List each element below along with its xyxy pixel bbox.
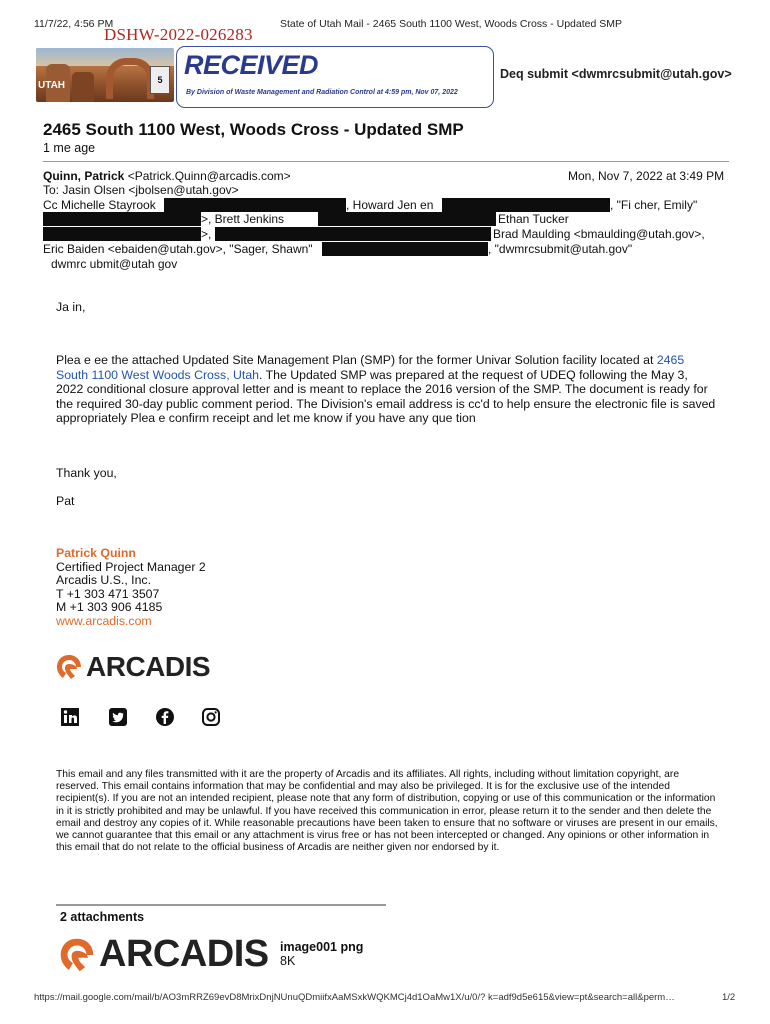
received-stamp-title: RECEIVED: [184, 50, 319, 80]
signature-phone-t: T +1 303 471 3507: [56, 587, 160, 601]
attachments-divider: [56, 904, 386, 906]
cc-line-1a: Cc Michelle Stayrook: [43, 198, 156, 212]
closing: Thank you,: [56, 466, 117, 480]
window-title: State of Utah Mail - 2465 South 1100 West, Woods Cross - Updated SMP: [280, 18, 623, 30]
header-divider: [43, 161, 729, 162]
to-line: To: Jasin Olsen <jbolsen@utah.gov>: [43, 183, 239, 197]
sender-email: <Patrick.Quinn@arcadis.com>: [127, 169, 291, 183]
attachments-count: 2 attachments: [60, 910, 145, 924]
redaction-bar: [43, 212, 201, 226]
arcadis-mark-icon: [58, 936, 96, 974]
cc-line-2a: >, Brett Jenkins: [201, 212, 285, 226]
redaction-bar: [215, 227, 491, 241]
facebook-icon[interactable]: [155, 707, 175, 727]
utah-logo-image: [36, 48, 174, 102]
attachment-wordmark: ARCADIS: [99, 933, 269, 975]
instagram-icon[interactable]: [201, 707, 221, 727]
stamp-badge: 5: [150, 66, 170, 94]
cc-line-3a: >,: [201, 227, 212, 241]
sign-off-name: Pat: [56, 494, 75, 508]
email-subject: 2465 South 1100 West, Woods Cross - Updated SMP: [43, 120, 464, 139]
cc-line-4b: , "dwmrcsubmit@utah.gov": [488, 242, 633, 256]
attachment-file-name[interactable]: image001 png: [280, 940, 364, 954]
print-datetime: 11/7/22, 4:56 PM: [34, 18, 114, 30]
mailbox-owner: Deq submit <dwmrcsubmit@utah.gov>: [500, 67, 732, 81]
attachment-thumbnail[interactable]: [58, 933, 269, 976]
message-date: Mon, Nov 7, 2022 at 3:49 PM: [568, 169, 725, 183]
signature-website-link[interactable]: www.arcadis.com: [56, 614, 152, 628]
address-link[interactable]: 2465 South 1100 West Woods Cross, Utah: [56, 353, 685, 382]
body-paragraph-part-2: . The Updated SMP was prepared at the request of UDEQ following the May 3, 2022 conditional closure approval letter and is meant to replace the 2016 version of the SMP. The document is ready for the required 30-day public comment period. The Division's email address is cc'd to help ensure the electronic file is saved appropriately Plea e confirm receipt and let me know if you have any que tion: [56, 367, 716, 425]
cc-line-1c: , "Fi cher, Emily": [610, 198, 698, 212]
arcadis-mark-icon: [55, 653, 83, 681]
signature-company: Arcadis U.S., Inc.: [56, 573, 151, 587]
linkedin-icon[interactable]: [60, 707, 80, 727]
cc-line-4a: Eric Baiden <ebaiden@utah.gov>, "Sager, Shawn": [43, 242, 313, 256]
arcadis-logo: [55, 651, 210, 683]
signature-name: Patrick Quinn: [56, 546, 136, 560]
cc-line-5: dwmrc ubmit@utah gov: [51, 257, 178, 271]
twitter-icon[interactable]: [108, 707, 128, 727]
received-stamp-detail: By Division of Waste Management and Radiation Control at 4:59 pm, Nov 07, 2022: [186, 89, 458, 96]
arcadis-wordmark: ARCADIS: [86, 651, 211, 682]
signature-phone-m: M +1 303 906 4185: [56, 600, 163, 614]
cc-line-2b: Ethan Tucker: [498, 212, 569, 226]
greeting: Ja in,: [56, 300, 86, 314]
print-footer-url: https://mail.google.com/mail/b/AO3mRRZ69evD8MrixDnjNUnuQDmiifxAaMSxkWQKMCj4d1OaMw1X/u/0/? k=adf9d5e615&view=pt&search=all&perm…: [34, 992, 675, 1003]
signature-title: Certified Project Manager 2: [56, 560, 206, 574]
legal-disclaimer: This email and any files transmitted with it are the property of Arcadis and its affiliates. All rights, including without limitation copyright, are reserved. This email contains information that may be confidential and may also be privileged. It is for the exclusive use of the intended recipient(s). If you are not an intended recipient, please note that any form of distribution, copying or use of this communication or the information in it is strictly prohibited and may be unlawful. If you have received this communication in error, please return it to the sender and then delete the email and destroy any copies of it. While reasonable precautions have been taken to ensure that no software or viruses are present in our emails, we cannot guarantee that this email or any attachment is virus free or has not been intercepted or changed. Any opinions or other information in this email that do not relate to the official business of Arcadis are neither given nor endorsed by it.: [56, 769, 718, 854]
redaction-bar: [442, 198, 610, 212]
cc-line-1b: , Howard Jen en: [346, 198, 434, 212]
redaction-bar: [43, 227, 201, 241]
utah-logo-text: UTAH: [38, 80, 66, 91]
redaction-bar: [318, 212, 496, 226]
cc-line-3b: Brad Maulding <bmaulding@utah.gov>,: [493, 227, 705, 241]
document-number: DSHW-2022-026283: [104, 25, 253, 44]
message-count: 1 me age: [43, 141, 96, 155]
body-paragraph-part-1: Plea e ee the attached Updated Site Management Plan (SMP) for the former Univar Solution facility located at: [56, 353, 657, 367]
attachment-file-size: 8K: [280, 954, 296, 968]
redaction-bar: [164, 198, 346, 212]
body-paragraph: [56, 353, 716, 426]
sender-name: Quinn, Patrick: [43, 169, 125, 183]
redaction-bar: [322, 242, 488, 256]
sender[interactable]: [43, 169, 291, 184]
print-footer-page: 1/2: [722, 992, 736, 1003]
